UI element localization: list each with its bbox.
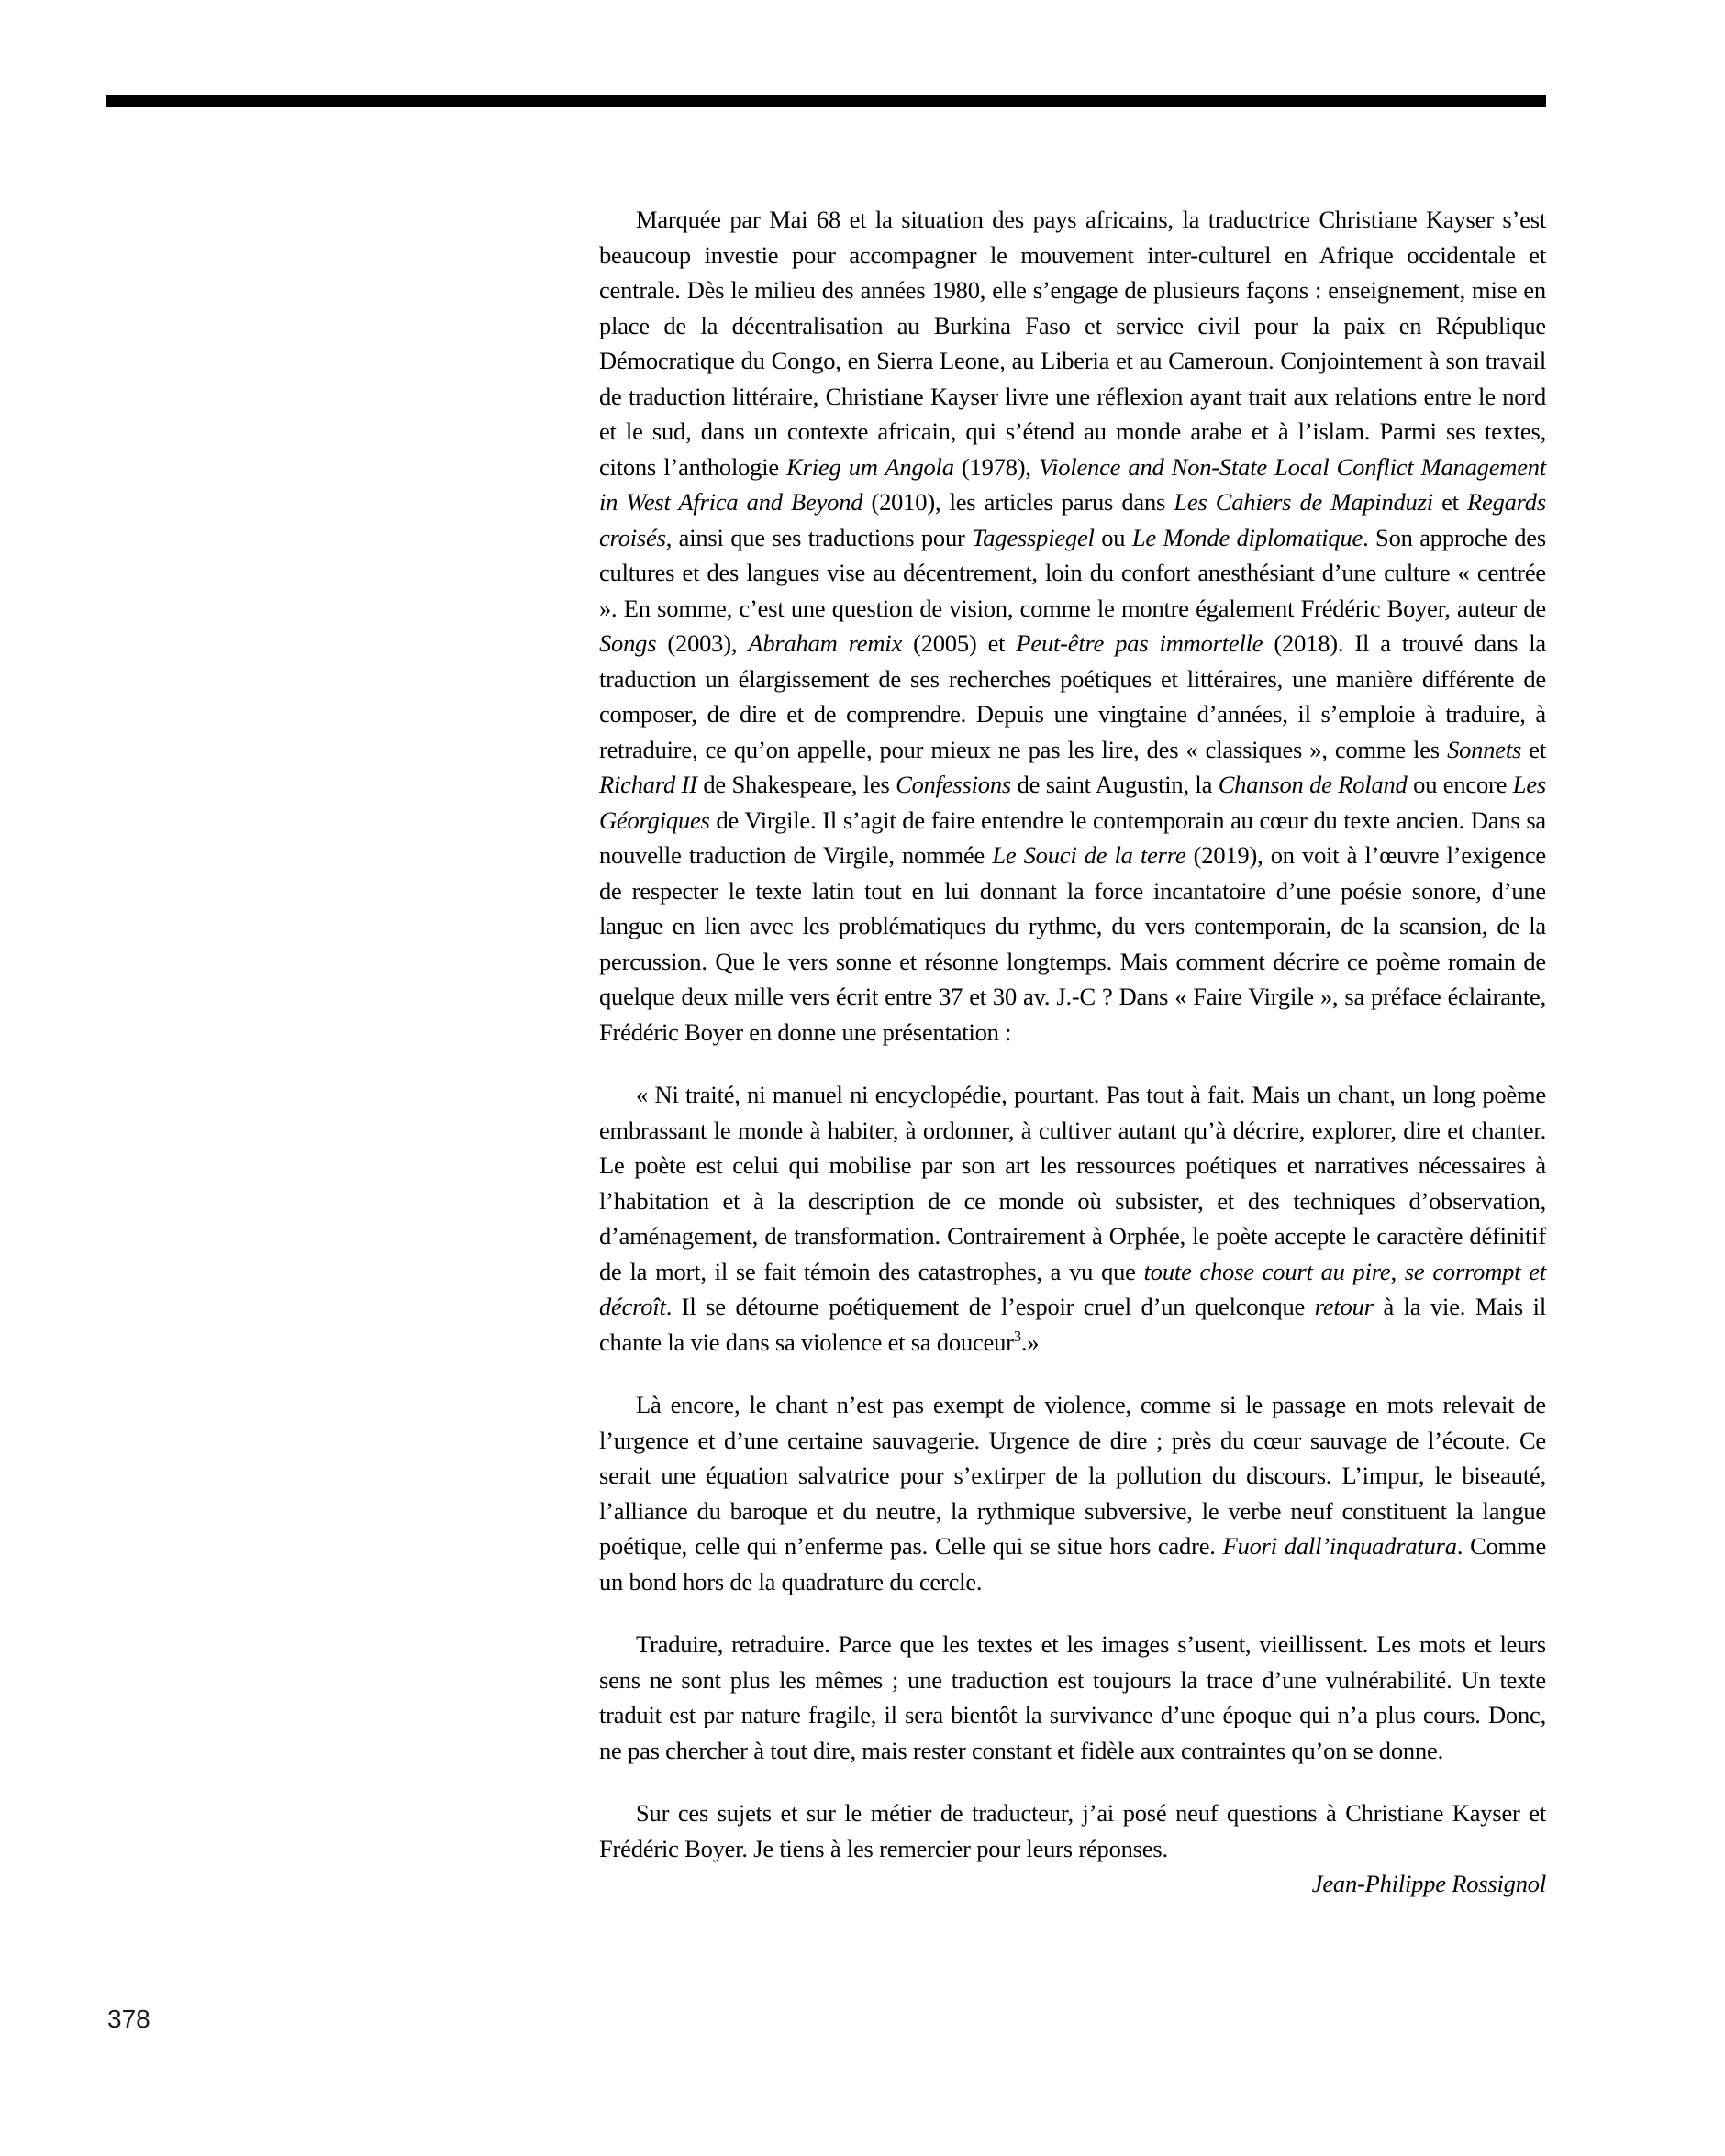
text-run: Traduire, retraduire. Parce que les textes et les images s’usent, vieillissent. Les mots et leurs sens ne sont plus les mêmes ; une traduction est toujours la trace d’une vulnérabilité. Un texte traduit est par nature fragile, il sera bientôt la survivance d’une époque qui n’a plus cours. Donc, ne pas chercher à tout dire, mais rester constant et fidèle aux contraintes qu’on se donne. bbox=[599, 1630, 1546, 1764]
text-run: . Son approche des cultures et des langues vise au décentrement, loin du confort anesthésiant d’une culture « centrée ». En somme, c’est une question de vision, comme le montre également Frédéric Boyer, auteur de bbox=[599, 523, 1546, 622]
italic-run: Richard II bbox=[599, 771, 697, 798]
text-run: . Comme un bond hors de la quadrature du cercle. bbox=[599, 1532, 1547, 1595]
page-number: 378 bbox=[107, 2005, 150, 2033]
italic-run: retour bbox=[1314, 1293, 1374, 1320]
text-run: ou bbox=[1094, 523, 1132, 551]
paragraph-questions bbox=[599, 1795, 1546, 1866]
text-run: (2010), les articles parus dans bbox=[862, 488, 1174, 516]
paragraph-quote bbox=[599, 1077, 1546, 1360]
text-run: Sur ces sujets et sur le métier de traducteur, j’ai posé neuf questions à Christiane Kayser et Frédéric Boyer. Je tiens à les remercier pour leurs réponses. bbox=[599, 1799, 1546, 1862]
italic-run: Le Souci de la terre bbox=[992, 841, 1186, 869]
text-run: (2005) et bbox=[902, 629, 1017, 657]
italic-run: Regards croisés bbox=[599, 488, 1546, 551]
italic-run: Les Cahiers de Mapinduzi bbox=[1174, 488, 1433, 516]
italic-run: Songs bbox=[599, 629, 657, 657]
italic-run: Chanson de Roland bbox=[1218, 771, 1408, 798]
text-run: de Virgile. Il s’agit de faire entendre le contemporain au cœur du texte ancien. Dans sa nouvelle traduction de Virgile, nommée bbox=[599, 806, 1546, 869]
italic-run: Confessions bbox=[896, 771, 1012, 798]
text-run: de saint Augustin, la bbox=[1011, 771, 1219, 798]
italic-run: Sonnets bbox=[1447, 735, 1522, 763]
header-rule bbox=[106, 95, 1546, 107]
text-run: « Ni traité, ni manuel ni encyclopédie, pourtant. Pas tout à fait. Mais un chant, un long poème embrassant le monde à habiter, à ordonner, à cultiver autant qu’à décrire, explorer, dire et chanter. Le poète est celui qui mobilise par son art les ressources poétiques et narratives nécessaires à l’habitation et à la description de ce monde où subsister, et des techniques d’observation, d’aménagement, de transformation. Contrairement à Orphée, le poète accepte le caractère définitif de la mort, il se fait témoin des catastrophes, a vu que bbox=[599, 1081, 1546, 1285]
paragraph-traduire bbox=[599, 1627, 1546, 1768]
italic-run: Tagesspiegel bbox=[972, 523, 1095, 551]
italic-run: Abraham remix bbox=[748, 629, 903, 657]
paragraph-chant bbox=[599, 1387, 1546, 1599]
text-run: Marquée par Mai 68 et la situation des pays africains, la traductrice Christiane Kayser s’est beaucoup investie pour accompagner le mouvement inter-culturel en Afrique occidentale et centrale. Dès le milieu des années 1980, elle s’engage de plusieurs façons : enseignement, mise en place de la décentralisation au Burkina Faso et service civil pour la paix en République Démocratique du Congo, en Sierra Leone, au Liberia et au Cameroun. Conjointement à son travail de traduction littéraire, Christiane Kayser livre une réflexion ayant trait aux relations entre le nord et le sud, dans un contexte africain, qui s’étend au monde arabe et à l’islam. Parmi ses textes, citons l’anthologie bbox=[599, 206, 1546, 481]
text-run: et bbox=[1432, 488, 1468, 516]
author-signature: Jean-Philippe Rossignol bbox=[1311, 1870, 1546, 1897]
text-run: Là encore, le chant n’est pas exempt de violence, comme si le passage en mots relevait de l’urgence et d’une certaine sauvagerie. Urgence de dire ; près du cœur sauvage de l’écoute. Ce serait une équation salvatrice pour s’extirper de la pollution du discours. L’impur, le biseauté, l’alliance du baroque et du neutre, la rythmique subversive, le verbe neuf constituent la langue poétique, celle qui n’enferme pas. Celle qui se situe hors cadre. bbox=[599, 1391, 1546, 1560]
italic-run: Peut-être pas immortelle bbox=[1016, 629, 1263, 657]
text-run: . Il se détourne poétiquement de l’espoir cruel d’un quelconque bbox=[665, 1293, 1315, 1320]
paragraph-intro bbox=[599, 202, 1546, 1050]
footnote-ref: 3 bbox=[1013, 1327, 1021, 1345]
text-run: ou encore bbox=[1407, 771, 1513, 798]
article-body bbox=[599, 202, 1546, 1929]
italic-run: Fuori dall’inquadratura bbox=[1222, 1532, 1457, 1560]
italic-run: Le Monde diplomatique bbox=[1131, 523, 1363, 551]
italic-run: Krieg um Angola bbox=[786, 452, 954, 481]
text-run: et bbox=[1521, 735, 1546, 763]
text-run: .» bbox=[1020, 1328, 1040, 1356]
text-run: (2018). Il a trouvé dans la traduction un élargissement de ses recherches poétiques et littéraires, une manière différente de composer, de dire et de comprendre. Depuis une vingtaine d’années, il s’emploie à traduire, à retraduire, ce qu’on appelle, pour mieux ne pas les lire, des « classiques », comme les bbox=[599, 629, 1546, 763]
italic-run: Les Géorgiques bbox=[599, 771, 1546, 834]
italic-run: Violence and Non-State Local Conflict Management in West Africa and Beyond bbox=[599, 452, 1547, 516]
text-run: , ainsi que ses traductions pour bbox=[665, 523, 973, 551]
text-run: (2019), on voit à l’œuvre l’exigence de respecter le texte latin tout en lui donnant la force incantatoire d’une poésie sonore, d’une langue en lien avec les problématiques du rythme, du vers contemporain, de la scansion, de la percussion. Que le vers sonne et résonne longtemps. Mais comment décrire ce poème romain de quelque deux mille vers écrit entre 37 et 30 av. J.-C ? Dans « Faire Virgile », sa préface éclairante, Frédéric Boyer en donne une présentation : bbox=[599, 841, 1546, 1046]
text-run: (1978), bbox=[953, 452, 1040, 481]
text-run: à la vie. Mais il chante la vie dans sa violence et sa douceur bbox=[599, 1293, 1547, 1356]
italic-run: toute chose court au pire, se corrompt et décroît bbox=[599, 1257, 1546, 1320]
text-run: (2003), bbox=[656, 629, 749, 657]
text-run: de Shakespeare, les bbox=[696, 771, 896, 798]
